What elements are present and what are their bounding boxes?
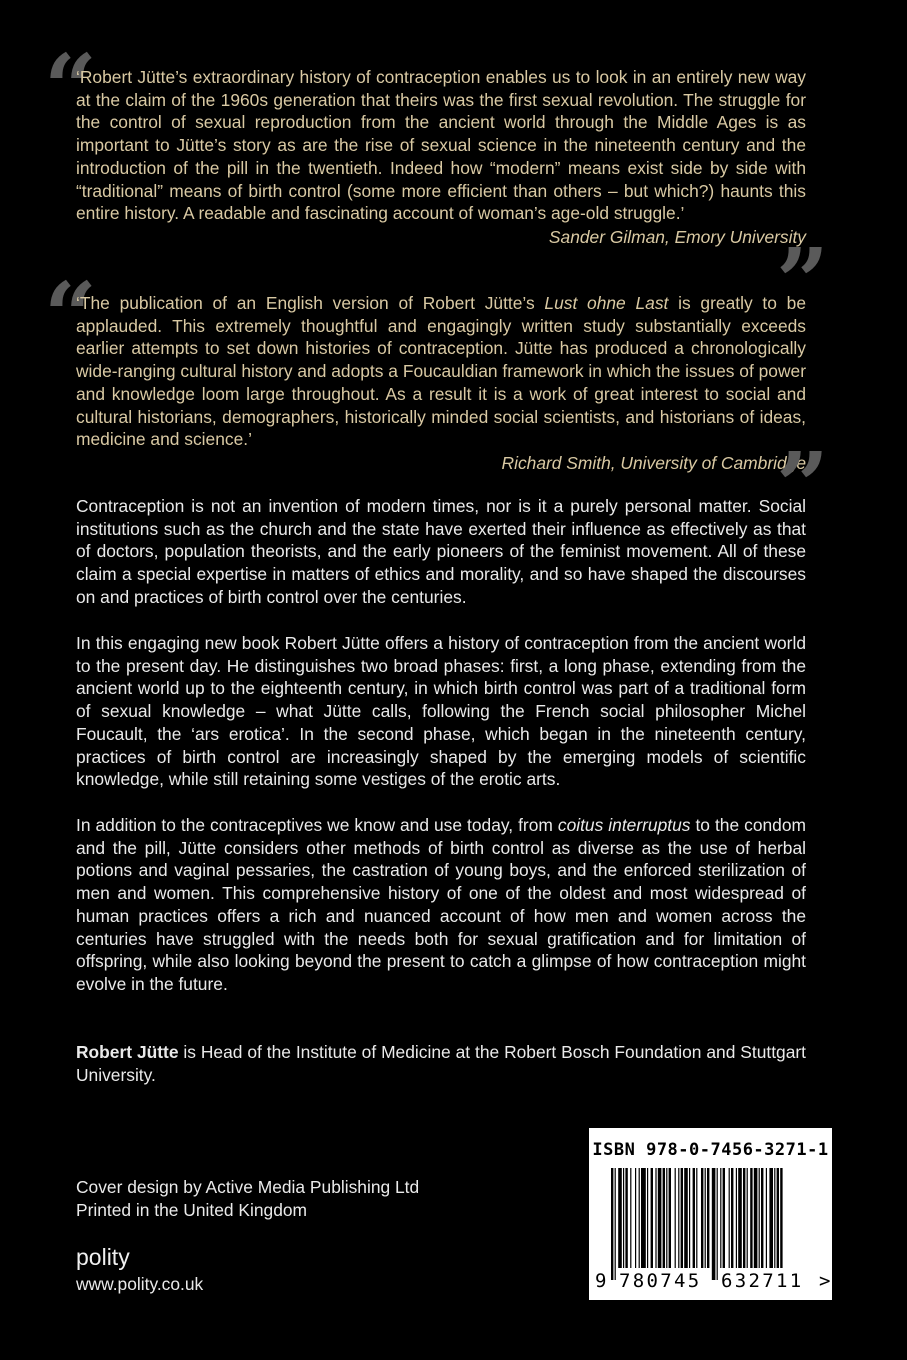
barcode-digit-group-2: 632711 (721, 1270, 804, 1292)
open-quote-mark-1: “ (44, 34, 97, 142)
barcode-bar (736, 1168, 737, 1268)
barcode-digit-group-1: 780745 (619, 1270, 702, 1292)
barcode-bar (647, 1168, 648, 1268)
author-bio (76, 1041, 806, 1086)
barcode-bar (655, 1168, 656, 1268)
barcode-bar (705, 1168, 706, 1268)
barcode-bar (738, 1168, 742, 1268)
close-quote-mark-1: ” (776, 228, 829, 336)
barcode-bar (774, 1168, 775, 1268)
barcode-bar (635, 1168, 636, 1268)
barcode-bar (651, 1168, 653, 1268)
description-paragraph-3 (76, 814, 806, 996)
barcode-bar (666, 1168, 667, 1268)
barcode-bar (696, 1168, 697, 1268)
barcode-bar (754, 1168, 758, 1268)
barcode-bar (720, 1168, 721, 1268)
barcode-bar (689, 1168, 690, 1268)
cover-design-credit: Cover design by Active Media Publishing Ltd (76, 1177, 420, 1197)
barcode-bar (639, 1168, 640, 1268)
quote-2-text-before: ‘The publication of an English version of Robert Jütte’s (76, 293, 545, 313)
publisher-logo: polity (76, 1244, 130, 1270)
isbn-label: ISBN 978-0-7456-3271-1 (592, 1140, 829, 1160)
review-quote-2 (76, 292, 806, 475)
barcode-bar (747, 1168, 748, 1268)
barcode-bar (766, 1168, 767, 1268)
barcode-bar (723, 1168, 725, 1268)
barcode-bar (693, 1168, 695, 1268)
barcode-bars (611, 1168, 817, 1286)
barcode-bar (777, 1168, 779, 1268)
barcode-bar (717, 1168, 718, 1280)
barcode-bar (759, 1168, 760, 1268)
barcode-bar (625, 1168, 627, 1268)
open-quote-mark-2: “ (44, 262, 97, 370)
review-quote-1 (76, 66, 806, 249)
barcode-bar (707, 1168, 709, 1268)
barcode-bar (701, 1168, 703, 1268)
barcode-bar (780, 1168, 782, 1268)
barcode-bar (729, 1168, 730, 1268)
barcode-bar (712, 1168, 716, 1280)
barcode-bar (623, 1168, 624, 1268)
barcode-bar (658, 1168, 662, 1268)
quote-2-text-after: is greatly to be applauded. This extremely thoughtful and engagingly written study substantially exceeds earlier attempts to set down histories of contraception. Jütte has produced a chronologically wide-ranging cultural history and adopts a Foucauldian framework in which the issues of power and knowledge loom large throughout. As a result it is a work of great interest to social and cultural historians, demographers, historically minded social scientists, and historians of ideas, medicine and science.’ (76, 293, 806, 450)
barcode-bar (761, 1168, 763, 1268)
barcode-digits (595, 1270, 831, 1292)
barcode-digit-lead: 9 (595, 1270, 607, 1292)
author-name: Robert Jütte (76, 1042, 179, 1062)
description-paragraph-2: In this engaging new book Robert Jütte offers a history of contraception from the ancient world to the present day. He distinguishes two broad phases: first, a long phase, extending from the ancient world up to the eighteenth century, in which birth control was part of a traditional form of sexual knowledge – what Jütte calls, following the French social philosopher Michel Foucault, the ‘ars erotica’. In the second phase, which began in the nineteenth century, practices of birth control are increasingly shaped by the emerging models of scientific knowledge, while still retaining some vestiges of the erotic arts. (76, 633, 806, 790)
publisher-url: www.polity.co.uk (76, 1274, 204, 1294)
barcode-bar (618, 1168, 622, 1268)
barcode-bar (615, 1168, 616, 1280)
description-paragraph-1: Contraception is not an invention of modern times, nor is it a purely personal matter. Social institutions such as the church and the state have exerted their influence as effectively as that of doctors, population theorists, and the early pioneers of the feminist movement. All of these claim a special expertise in matters of ethics and morality, and so have shaped the discourses on and practices of birth control over the centuries. (76, 496, 806, 607)
barcode-bar (750, 1168, 752, 1268)
barcode-bar (678, 1168, 679, 1268)
barcode-bar (769, 1168, 773, 1268)
barcode-bar (675, 1168, 676, 1268)
author-bio-text: is Head of the Institute of Medicine at the Robert Bosch Foundation and Stuttgart University. (76, 1042, 807, 1085)
credits (76, 1176, 419, 1222)
barcode-bar (611, 1168, 613, 1280)
close-quote-mark-2: ” (776, 432, 829, 540)
paragraph-3-before: In addition to the contraceptives we know and use today, from (76, 815, 558, 835)
quote-1-attribution: Sander Gilman, Emory University (548, 226, 806, 247)
barcode-bar (731, 1168, 733, 1268)
paragraph-3-italic: coitus interruptus (557, 815, 691, 835)
barcode-bar (641, 1168, 646, 1268)
quote-2-attribution: Richard Smith, University of Cambridge (501, 452, 806, 473)
barcode-bar (669, 1168, 671, 1268)
barcode-bar (630, 1168, 631, 1268)
quote-2-book-title: Lust ohne Last (544, 293, 669, 313)
barcode-digit-end: > (819, 1270, 831, 1292)
barcode-bar (663, 1168, 665, 1268)
quote-1-text: ‘Robert Jütte’s extraordinary history of contraception enables us to look in an entirely new way at the claim of the 1960s generation that theirs was the first sexual revolution. The struggle for the control of sexual reproduction from the ancient world through the Middle Ages is as important to Jütte’s story as are the rise of sexual science in the nineteenth century and the introduction of the pill in the twentieth. Indeed how “modern” means exist side by side with “traditional” means of birth control (some more efficient than others – but which?) haunts this entire history. A readable and fascinating account of woman’s age-old struggle.’ (76, 67, 806, 224)
isbn-barcode (589, 1128, 832, 1300)
barcode-bar (743, 1168, 745, 1268)
barcode-bar (681, 1168, 683, 1268)
paragraph-3-after: to the condom and the pill, Jütte considers other methods of birth control as diverse as the use of herbal potions and vaginal pessaries, the castration of young boys, and the enforced sterilization of men and women. This comprehensive history of one of the oldest and most widespread of human practices offers a rich and nuanced account of how men and women across the centuries have struggled with the needs both for sexual gratification and for limitation of offspring, while also looking beyond the present to catch a glimpse of how contraception might evolve in the future. (76, 815, 806, 994)
barcode-bar (684, 1168, 688, 1268)
printed-in: Printed in the United Kingdom (76, 1200, 308, 1220)
